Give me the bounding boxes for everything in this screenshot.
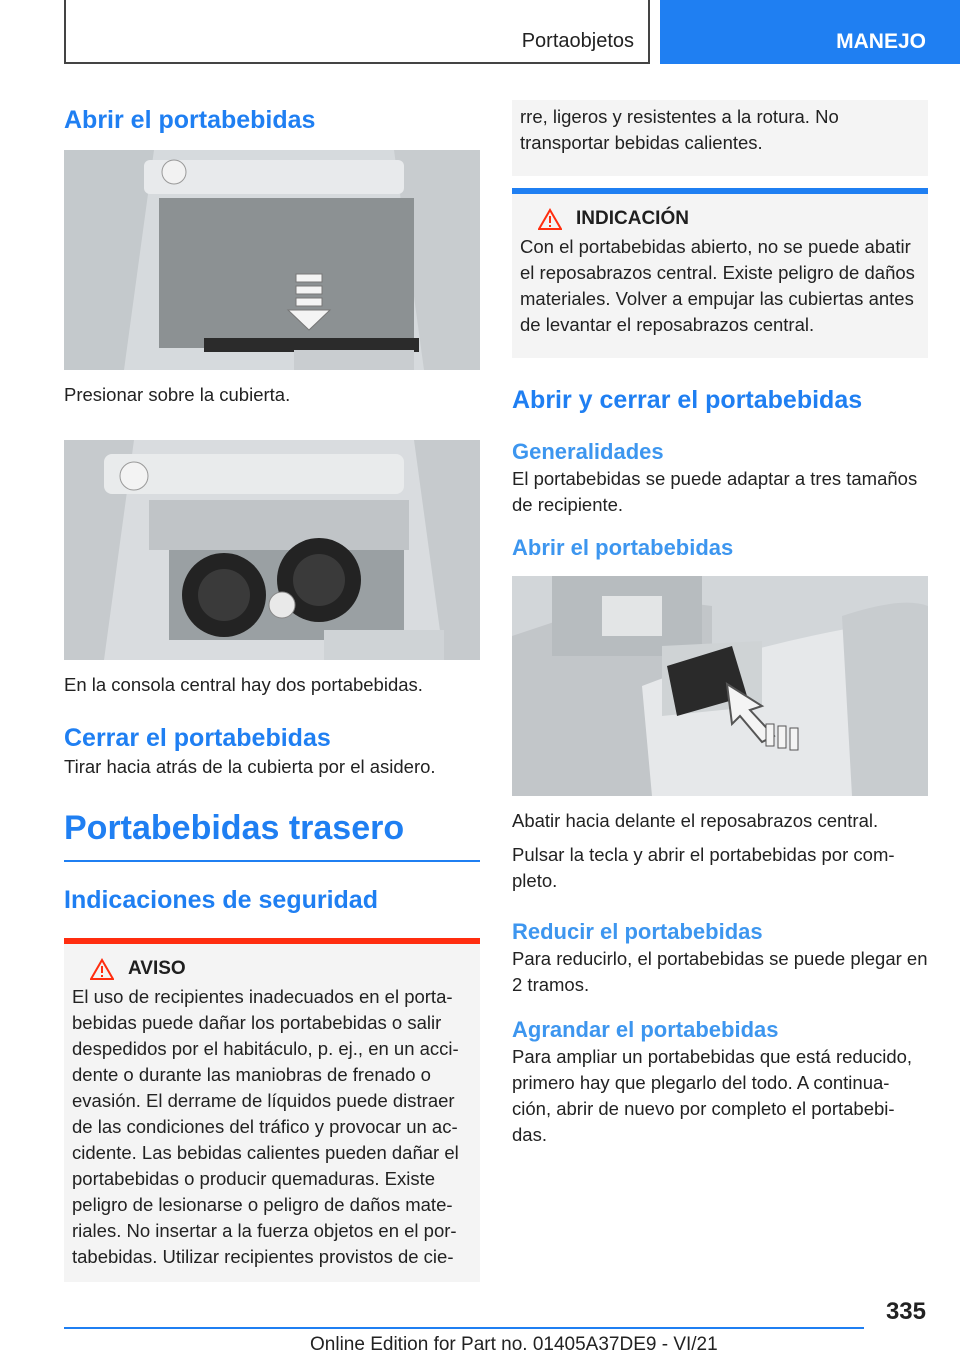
heading-close-cupholder: Cerrar el portabebidas xyxy=(64,724,331,752)
footer-rule xyxy=(64,1327,864,1329)
text-open-step1: Abatir hacia delante el reposabrazos central. xyxy=(512,810,879,831)
text-enlarge-cupholder: Para ampliar un portabebidas que está reducido, primero hay que plegarlo del todo. A continua-ción, abrir de nuevo por completo el portabebi-das. xyxy=(512,1046,913,1145)
heading-safety-notes: Indicaciones de seguridad xyxy=(64,886,378,914)
warning-box xyxy=(64,938,480,1282)
photo-press-cover xyxy=(64,150,480,370)
footer-edition: Online Edition for Part no. 01405A37DE9 - VI/21 xyxy=(310,1334,718,1355)
text-general: El portabebidas se puede adaptar a tres tamaños de recipiente. xyxy=(512,468,918,515)
heading-rear-cupholder: Portabebidas trasero xyxy=(64,809,405,847)
heading-reduce-cupholder: Reducir el portabebidas xyxy=(512,919,763,944)
photo-press-cover-illustration xyxy=(64,150,480,370)
heading-open-cupholder: Abrir el portabebidas xyxy=(64,106,316,134)
heading-enlarge-cupholder: Agrandar el portabebidas xyxy=(512,1017,779,1042)
header-section-box xyxy=(64,0,650,64)
warning-box-continued xyxy=(512,100,928,176)
photo-console-cupholders xyxy=(64,440,480,660)
header-chapter-tab[interactable]: MANEJO xyxy=(660,0,960,64)
warning-text: El uso de recipientes inadecuados en el porta-bebidas puede dañar los portabebidas o salir despedidos por el habitáculo, p. ej., en un acci-dente o durante las maniobras de frenado o evasión. El derrame de líquidos puede distraer de las condiciones del tráfico y provocar un ac-cidente. Las bebidas calientes pueden dañar el portabebidas o producir quemaduras. Existe peligro de lesionarse o peligro de daños mate-riales. No insertar a la fuerza objetos en el por-tabebidas. Utilizar recipientes provistos de cie- xyxy=(72,986,459,1267)
warning-title: AVISO xyxy=(128,958,186,979)
notice-title: INDICACIÓN xyxy=(576,208,689,229)
caption-console-cupholders: En la consola central hay dos portabebidas. xyxy=(64,674,423,695)
right-column xyxy=(512,100,928,1148)
heading-open-rear-cupholder: Abrir el portabebidas xyxy=(512,535,734,560)
rule-rear-cupholder xyxy=(64,860,480,862)
text-close-cupholder: Tirar hacia atrás de la cubierta por el asidero. xyxy=(64,756,436,777)
photo-rear-armrest-illustration xyxy=(512,576,928,796)
header-section-title: Portaobjetos xyxy=(521,30,634,52)
text-open-step2: Pulsar la tecla y abrir el portabebidas por com-pleto. xyxy=(512,844,895,891)
photo-rear-armrest xyxy=(512,576,928,796)
notice-box xyxy=(512,188,928,358)
notice-triangle-icon xyxy=(538,208,562,230)
photo-console-cupholders-illustration xyxy=(64,440,480,660)
page-number: 335 xyxy=(885,1298,926,1325)
heading-general: Generalidades xyxy=(512,439,664,464)
caption-press-cover: Presionar sobre la cubierta. xyxy=(64,384,291,405)
warning-text-continued: rre, ligeros y resistentes a la rotura. No transportar bebidas calientes. xyxy=(520,106,839,153)
left-column xyxy=(64,100,480,1282)
text-reduce-cupholder: Para reducirlo, el portabebidas se puede plegar en 2 tramos. xyxy=(512,948,928,995)
notice-text: Con el portabebidas abierto, no se puede abatir el reposabrazos central. Existe peligro de daños materiales. Volver a empujar las cubiertas antes de levantar el reposabrazos central. xyxy=(520,236,915,335)
warning-triangle-icon xyxy=(90,958,114,980)
heading-open-close-cupholder: Abrir y cerrar el portabebidas xyxy=(512,386,863,414)
